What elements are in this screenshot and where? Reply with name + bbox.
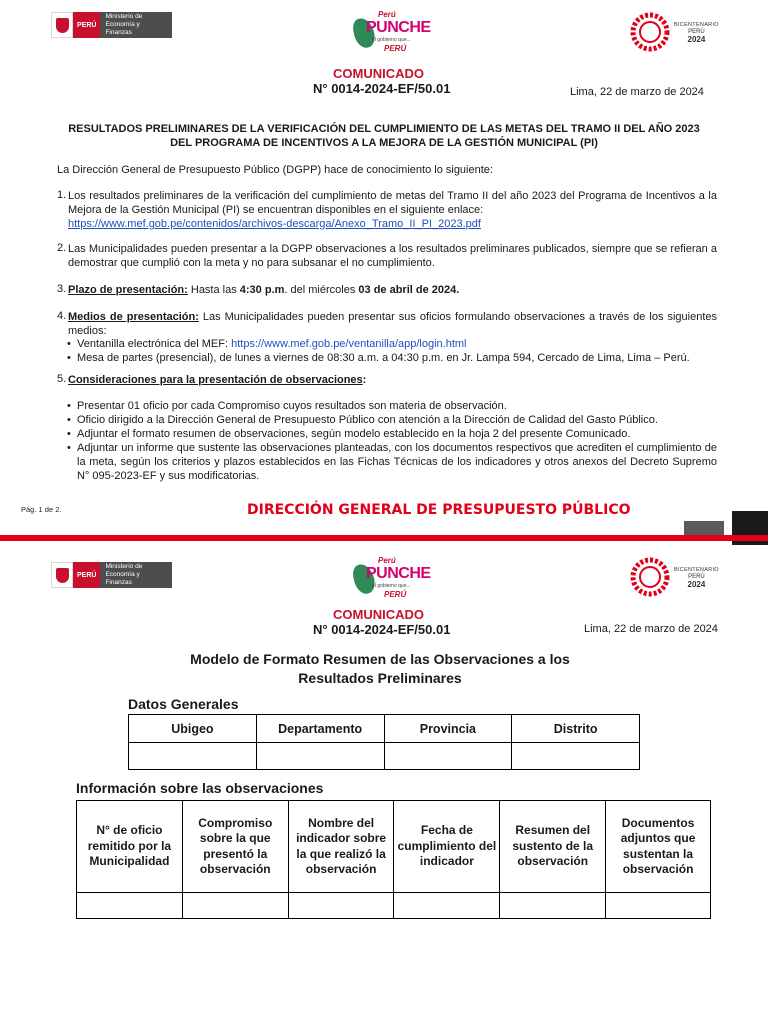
col-compromiso: Compromiso sobre la que presentó la observación — [182, 801, 288, 893]
punche-logo-line2: PUNCHE — [366, 565, 431, 582]
punche-logo-line2: PUNCHE — [366, 19, 431, 36]
punche-logo-line1: Perú — [378, 556, 396, 565]
informacion-observaciones-heading: Información sobre las observaciones — [76, 780, 324, 796]
table-header-row — [129, 715, 640, 743]
bicentenario-seal-icon — [630, 557, 670, 597]
item-2-number: 2. — [57, 242, 67, 254]
item-4-bullet-1-link[interactable]: https://www.mef.gob.pe/ventanilla/app/login.html — [231, 338, 467, 350]
page-separator — [0, 535, 768, 541]
comunicado-title-page-2: COMUNICADO — [333, 607, 424, 622]
observaciones-table — [76, 800, 711, 919]
coat-of-arms-icon — [51, 12, 73, 38]
comunicado-number: N° 0014-2024-EF/50.01 — [313, 81, 451, 96]
item-3-time: 4:30 p.m — [239, 284, 285, 296]
col-indicador: Nombre del indicador sobre la que realizó la observación — [288, 801, 394, 893]
cell-compromiso[interactable] — [182, 893, 288, 919]
modelo-title — [140, 650, 620, 688]
document-heading — [40, 122, 728, 150]
datos-generales-table — [128, 714, 640, 770]
item-3-label: Plazo de presentación: — [68, 284, 188, 296]
bicentenario-logo-page-2 — [630, 557, 719, 597]
table-header-row — [77, 801, 711, 893]
bicentenario-line2: PERÚ — [688, 28, 705, 35]
mef-logo — [51, 12, 172, 38]
item-1-text: Los resultados preliminares de la verificación del cumplimiento de metas del Tramo II del año 2023 del Programa de Incentivos a la Mejora de la Gestión Municipal (PI) se encuentran disponibles en el siguiente enlace: — [68, 190, 717, 216]
heading-line-1: RESULTADOS PRELIMINARES DE LA VERIFICACIÓN DEL CUMPLIMIENTO DE LAS METAS DEL TRAMO II DEL AÑO 2023 — [68, 123, 700, 135]
item-5-bullet-1: • Presentar 01 oficio por cada Compromiso cuyos resultados son materia de observación. — [77, 399, 717, 413]
coat-of-arms-icon — [51, 562, 73, 588]
footer-grey-block — [684, 521, 724, 535]
mef-logo-ministry: Ministerio de Economía y Finanzas — [100, 12, 172, 38]
bicentenario-line1: BICENTENARIO — [674, 566, 719, 573]
item-5-bullet-2: • Oficio dirigido a la Dirección General de Presupuesto Público con atención a la Dirección de Calidad del Gasto Público. — [77, 413, 717, 427]
punche-logo-line3: el gobierno que... — [372, 583, 411, 589]
col-oficio: N° de oficio remitido por la Municipalidad — [77, 801, 183, 893]
item-4-number: 4. — [57, 310, 67, 322]
item-4-bullet-1 — [77, 337, 467, 351]
item-5-label: Consideraciones para la presentación de observaciones — [68, 374, 363, 386]
item-5-bullet-3: • Adjuntar el formato resumen de observaciones, según modelo establecido en la hoja 2 del presente Comunicado. — [77, 427, 717, 441]
item-5-colon: : — [362, 374, 367, 386]
cell-indicador[interactable] — [288, 893, 394, 919]
page-number: Pág. 1 de 2. — [21, 505, 62, 514]
item-2-text: Las Municipalidades pueden presentar a la DGPP observaciones a los resultados preliminares publicados, siempre que se refieran a demostrar que cumplió con la meta y no para subsanar el no cumplimiento. — [68, 243, 717, 269]
modelo-title-line-1: Modelo de Formato Resumen de las Observaciones a los — [190, 651, 570, 667]
item-4-bullet-1-label: Ventanilla electrónica del MEF: — [77, 338, 232, 350]
footer-title: DIRECCIÓN GENERAL DE PRESUPUESTO PÚBLICO — [247, 502, 631, 518]
item-5-bullet-4: • Adjuntar un informe que sustente las observaciones planteadas, con los documentos respectivos que acrediten el cumplimiento de la meta, según los criterios y plazos establecidos en las Fichas Técnicas de los indicadores y otros anexos del Decreto Supremo N° 095-2023-EF y sus modificatorias. — [77, 441, 717, 483]
bicentenario-line3: 2024 — [687, 34, 706, 44]
cell-oficio[interactable] — [77, 893, 183, 919]
col-provincia: Provincia — [384, 715, 512, 743]
table-row — [77, 893, 711, 919]
item-3-block — [68, 283, 717, 297]
mef-logo-peru: PERÚ — [73, 12, 100, 38]
cell-fecha[interactable] — [394, 893, 500, 919]
mef-logo-peru: PERÚ — [73, 562, 100, 588]
item-1-link[interactable]: https://www.mef.gob.pe/contenidos/archivos-descarga/Anexo_Tramo_II_PI_2023.pdf — [68, 218, 481, 230]
item-4-text: Las Municipalidades pueden presentar sus oficios formulando observaciones a través de los siguientes medios: — [68, 311, 717, 337]
item-4-bullet-2: • Mesa de partes (presencial), de lunes a viernes de 08:30 a.m. a 04:30 p.m. en Jr. Lampa 594, Cercado de Lima, Lima – Perú. — [77, 351, 717, 365]
item-4-block — [68, 310, 717, 338]
mef-logo-ministry: Ministerio de Economía y Finanzas — [100, 562, 172, 588]
datos-generales-heading: Datos Generales — [128, 696, 239, 712]
item-3-part-a: Hasta las — [187, 284, 240, 296]
bicentenario-line2: PERÚ — [688, 573, 705, 580]
item-1-block — [68, 189, 717, 231]
punche-logo-line4: PERÚ — [384, 590, 407, 599]
item-5-number: 5. — [57, 373, 67, 385]
item-3-number: 3. — [57, 283, 67, 295]
comunicado-number-page-2: N° 0014-2024-EF/50.01 — [313, 622, 451, 637]
col-documentos: Documentos adjuntos que sustentan la observación — [606, 801, 711, 893]
col-fecha: Fecha de cumplimiento del indicador — [394, 801, 500, 893]
table-row — [129, 743, 640, 770]
comunicado-date-page-2: Lima, 22 de marzo de 2024 — [584, 623, 718, 635]
col-resumen: Resumen del sustento de la observación — [500, 801, 606, 893]
cell-departamento[interactable] — [256, 743, 384, 770]
comunicado-title: COMUNICADO — [333, 66, 424, 81]
item-5-block — [68, 373, 366, 387]
cell-resumen[interactable] — [500, 893, 606, 919]
intro-paragraph: La Dirección General de Presupuesto Público (DGPP) hace de conocimiento lo siguiente: — [57, 164, 493, 176]
cell-distrito[interactable] — [512, 743, 640, 770]
col-ubigeo: Ubigeo — [129, 715, 257, 743]
item-1-number: 1. — [57, 189, 67, 201]
cell-provincia[interactable] — [384, 743, 512, 770]
comunicado-date: Lima, 22 de marzo de 2024 — [570, 86, 704, 98]
col-distrito: Distrito — [512, 715, 640, 743]
item-3-deadline: 03 de abril de 2024. — [358, 284, 460, 296]
cell-ubigeo[interactable] — [129, 743, 257, 770]
peru-punche-logo — [348, 10, 431, 64]
item-4-label: Medios de presentación: — [68, 311, 199, 323]
punche-logo-line1: Perú — [378, 10, 396, 19]
bicentenario-line1: BICENTENARIO — [674, 21, 719, 28]
bicentenario-line3: 2024 — [687, 579, 706, 589]
heading-line-2: DEL PROGRAMA DE INCENTIVOS A LA MEJORA DE LA GESTIÓN MUNICIPAL (PI) — [170, 137, 598, 149]
modelo-title-line-2: Resultados Preliminares — [298, 670, 462, 686]
peru-punche-logo-page-2 — [348, 556, 431, 610]
cell-documentos[interactable] — [606, 893, 711, 919]
bicentenario-seal-icon — [630, 12, 670, 52]
bicentenario-logo — [630, 12, 719, 52]
col-departamento: Departamento — [256, 715, 384, 743]
item-3-part-c: . del miércoles — [284, 284, 359, 296]
mef-logo-page-2 — [51, 562, 172, 588]
punche-logo-line4: PERÚ — [384, 44, 407, 53]
punche-logo-line3: el gobierno que... — [372, 37, 411, 43]
